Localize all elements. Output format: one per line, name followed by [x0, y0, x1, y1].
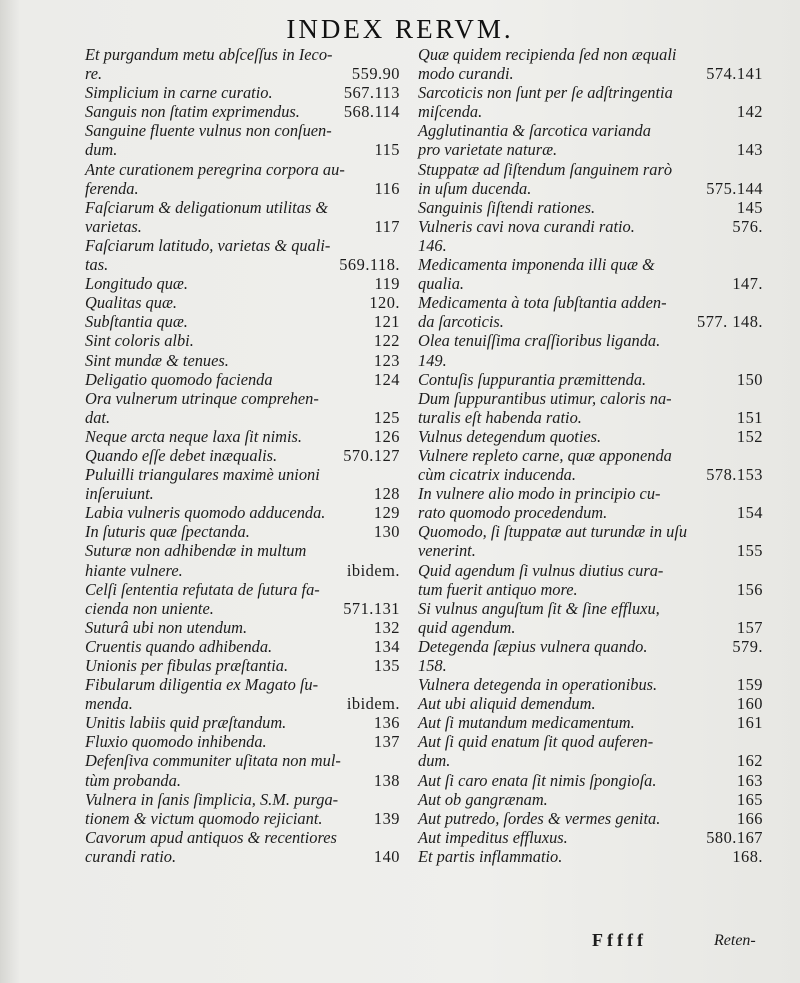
entry-text: Unitis labiis quid præſtandum. [85, 713, 287, 733]
entry-text: tas. [85, 255, 109, 275]
entry-page-number: 123 [373, 350, 400, 370]
index-column-left [85, 45, 400, 866]
entry-page-number: 121 [373, 312, 400, 332]
entry-page-number: 138 [373, 770, 400, 790]
entry-text: dum. [418, 751, 451, 771]
entry-page-number: 145 [736, 197, 763, 217]
entry-text: Deligatio quomodo facienda [85, 369, 273, 389]
entry-page-number: 567.113 [343, 83, 400, 103]
entry-text: in uſum ducenda. [418, 178, 532, 198]
entry-text: Simplicium in carne curatio. [85, 83, 273, 103]
index-entry-line [418, 446, 763, 465]
entry-text: Aut ſi mutandum medicamentum. [418, 713, 635, 733]
index-entry-line [418, 179, 763, 198]
index-entry-line [418, 45, 763, 64]
index-entry-line [418, 389, 763, 408]
entry-text: Longitudo quæ. [85, 274, 188, 294]
index-entry-line [418, 618, 763, 637]
index-entry-line [85, 580, 400, 599]
index-entry-line [85, 751, 400, 770]
entry-text: Suturæ non adhibendæ in multum [85, 541, 307, 561]
entry-text: quid agendum. [418, 617, 516, 637]
index-entry-line [418, 198, 763, 217]
entry-page-number: 150 [736, 369, 763, 389]
entry-text: varietas. [85, 216, 142, 236]
entry-text: modo curandi. [418, 64, 514, 84]
index-entry-line [418, 599, 763, 618]
entry-page-number: 156 [736, 579, 763, 599]
entry-text: Sanguinis ſiſtendi rationes. [418, 197, 596, 217]
index-entry-line [85, 599, 400, 618]
entry-text: tùm probanda. [85, 770, 181, 790]
index-entry-line [418, 370, 763, 389]
entry-text: Aut ob gangrænam. [418, 789, 548, 809]
index-entry-line [85, 618, 400, 637]
index-entry-line [85, 102, 400, 121]
index-entry-line [418, 121, 763, 140]
index-entry-line [85, 809, 400, 828]
entry-text: cùm cicatrix inducenda. [418, 465, 576, 485]
index-entry-line [85, 255, 400, 274]
entry-text: dum. [85, 140, 118, 160]
index-entry-line [85, 427, 400, 446]
entry-text: Vulnera detegenda in operationibus. [418, 675, 658, 695]
index-entry-line [85, 465, 400, 484]
entry-text: Sint coloris albi. [85, 331, 194, 351]
entry-text: Vulnus detegendum quoties. [418, 426, 602, 446]
entry-page-number: 139 [373, 808, 400, 828]
index-entry-line [418, 751, 763, 770]
entry-text: Aut ubi aliquid demendum. [418, 694, 596, 714]
entry-text: Fluxio quomodo inhibenda. [85, 732, 267, 752]
index-entry-line [85, 732, 400, 751]
index-entry-line [85, 140, 400, 159]
entry-page-number: 559.90 [351, 64, 400, 84]
entry-text: Contuſis ſuppurantia præmittenda. [418, 369, 647, 389]
index-entry-line [418, 312, 763, 331]
entry-text: Quæ quidem recipienda ſed non æquali [418, 45, 677, 64]
entry-page-number: 147. [732, 274, 763, 294]
index-entry-line [85, 503, 400, 522]
entry-text: Celſi ſententia refutata de ſutura fa- [85, 579, 320, 599]
index-entry-line [418, 236, 763, 255]
index-entry-line [85, 121, 400, 140]
entry-text: Aut impeditus effluxus. [418, 827, 568, 847]
index-entry-line [85, 522, 400, 541]
entry-text: Quomodo, ſi ſtuppatæ aut turundæ in uſu [418, 522, 688, 542]
entry-text: Suturâ ubi non utendum. [85, 617, 248, 637]
index-entry-line [85, 83, 400, 102]
index-entry-line [418, 541, 763, 560]
entry-text: tionem & victum quomodo rejiciant. [85, 808, 323, 828]
index-entry-line [85, 198, 400, 217]
index-entry-line [418, 675, 763, 694]
entry-text: Subſtantia quæ. [85, 312, 188, 332]
index-entry-line [418, 274, 763, 293]
entry-page-number: ibidem. [346, 694, 400, 714]
entry-text: inſeruiunt. [85, 484, 154, 504]
entry-text: Aut ſi caro enata ſit nimis ſpongioſa. [418, 770, 657, 790]
entry-text: 158. [418, 656, 447, 675]
entry-text: qualia. [418, 274, 464, 294]
entry-text: Unionis per fibulas præſtantia. [85, 656, 289, 675]
entry-text: Sanguine fluente vulnus non conſuen- [85, 121, 332, 141]
index-entry-line [418, 484, 763, 503]
index-entry-line [85, 45, 400, 64]
entry-page-number: 135 [373, 656, 400, 675]
entry-page-number: 579. [732, 636, 763, 656]
index-entry-line [85, 274, 400, 293]
index-entry-line [418, 580, 763, 599]
entry-page-number: 165 [736, 789, 763, 809]
entry-page-number: 116 [374, 178, 400, 198]
entry-text: Medicamenta imponenda illi quæ & [418, 255, 655, 275]
entry-page-number: 570.127 [343, 445, 400, 465]
entry-text: Aut putredo, ſordes & vermes genita. [418, 808, 661, 828]
index-entry-line [418, 522, 763, 541]
entry-page-number: 134 [373, 636, 400, 656]
entry-page-number: 569.118. [339, 255, 400, 275]
entry-text: Ora vulnerum utrinque comprehen- [85, 388, 319, 408]
index-entry-line [85, 541, 400, 560]
entry-page-number: 580.167 [706, 827, 763, 847]
entry-page-number: 128 [373, 484, 400, 504]
entry-text: Neque arcta neque laxa ſit nimis. [85, 426, 302, 446]
entry-text: 149. [418, 350, 447, 370]
entry-page-number: 120. [369, 293, 400, 313]
entry-text: tum fuerit antiquo more. [418, 579, 578, 599]
entry-page-number: 117 [374, 216, 400, 236]
index-entry-line [85, 160, 400, 179]
entry-page-number: 575.144 [706, 178, 763, 198]
index-entry-line [418, 561, 763, 580]
index-entry-line [85, 561, 400, 580]
index-entry-line [85, 389, 400, 408]
index-entry-line [418, 465, 763, 484]
entry-page-number: 578.153 [706, 465, 763, 485]
index-entry-line [418, 83, 763, 102]
index-entry-line [418, 160, 763, 179]
index-entry-line [418, 217, 763, 236]
entry-text: 146. [418, 235, 447, 255]
entry-text: Quid agendum ſi vulnus diutius cura- [418, 560, 664, 580]
index-entry-line [85, 656, 400, 675]
entry-page-number: 130 [373, 522, 400, 542]
index-entry-line [418, 293, 763, 312]
entry-text: Vulneris cavi nova curandi ratio. [418, 216, 635, 236]
entry-text: In ſuturis quæ ſpectanda. [85, 522, 250, 542]
entry-text: Puluilli triangulares maximè unioni [85, 465, 320, 485]
index-entry-line [85, 847, 400, 866]
entry-text: Aut ſi quid enatum ſit quod auferen- [418, 732, 654, 752]
entry-text: Stuppatæ ad ſiſtendum ſanguinem rarò [418, 159, 673, 179]
index-entry-line [85, 217, 400, 236]
index-entry-line [418, 713, 763, 732]
signature-mark: Fffff [592, 930, 647, 950]
entry-text: Quando eſſe debet inæqualis. [85, 445, 278, 465]
index-entry-line [85, 484, 400, 503]
index-entry-line [85, 446, 400, 465]
index-entry-line [418, 64, 763, 83]
entry-text: Vulnera in ſanis ſimplicia, S.M. purga- [85, 789, 339, 809]
entry-text: Si vulnus anguſtum ſit & ſine effluxu, [418, 598, 660, 618]
entry-text: venerint. [418, 541, 476, 561]
index-entry-line [85, 694, 400, 713]
catchword: Reten- [714, 932, 756, 949]
entry-text: Dum ſuppurantibus utimur, caloris na- [418, 388, 672, 408]
entry-text: Faſciarum & deligationum utilitas & [85, 197, 329, 217]
entry-page-number: 140 [373, 846, 400, 866]
entry-page-number: 157 [736, 617, 763, 637]
index-entry-line [418, 694, 763, 713]
entry-text: Qualitas quæ. [85, 293, 177, 313]
entry-text: ferenda. [85, 178, 139, 198]
index-entry-line [418, 408, 763, 427]
entry-page-number: 571.131 [343, 598, 400, 618]
index-entry-line [85, 236, 400, 255]
entry-page-number: 166 [736, 808, 763, 828]
index-entry-line [418, 102, 763, 121]
index-entry-line [418, 140, 763, 159]
index-entry-line [418, 351, 763, 370]
entry-text: Sanguis non ſtatim exprimendus. [85, 102, 300, 122]
index-entry-line [85, 331, 400, 350]
entry-page-number: 129 [373, 503, 400, 523]
entry-text: turalis eſt habenda ratio. [418, 407, 582, 427]
index-entry-line [418, 503, 763, 522]
entry-page-number: 143 [736, 140, 763, 160]
entry-page-number: 122 [373, 331, 400, 351]
entry-text: dat. [85, 407, 111, 427]
index-entry-line [85, 828, 400, 847]
entry-page-number: 124 [373, 369, 400, 389]
entry-page-number: 168. [732, 846, 763, 866]
entry-page-number: 154 [736, 503, 763, 523]
index-entry-line [85, 179, 400, 198]
entry-page-number: 115 [374, 140, 400, 160]
entry-text: Medicamenta à tota ſubſtantia adden- [418, 293, 667, 313]
index-entry-line [85, 771, 400, 790]
entry-page-number: 142 [736, 102, 763, 122]
entry-page-number: 119 [374, 274, 400, 294]
entry-text: curandi ratio. [85, 846, 177, 866]
index-entry-line [418, 656, 763, 675]
entry-text: hiante vulnere. [85, 560, 183, 580]
entry-text: Detegenda ſæpius vulnera quando. [418, 636, 648, 656]
index-entry-line [418, 427, 763, 446]
entry-page-number: 162 [736, 751, 763, 771]
entry-text: menda. [85, 694, 133, 714]
index-entry-line [85, 790, 400, 809]
entry-text: re. [85, 64, 103, 84]
index-entry-line [85, 370, 400, 389]
entry-text: Agglutinantia & ſarcotica varianda [418, 121, 651, 141]
entry-text: Et purgandum metu abſceſſus in Ieco- [85, 45, 333, 64]
entry-text: cienda non uniente. [85, 598, 214, 618]
entry-page-number: 136 [373, 713, 400, 733]
entry-text: In vulnere alio modo in principio cu- [418, 484, 661, 504]
entry-page-number: ibidem. [346, 560, 400, 580]
entry-text: Fibularum diligentia ex Magato ſu- [85, 675, 319, 695]
index-entry-line [418, 637, 763, 656]
entry-text: Labia vulneris quomodo adducenda. [85, 503, 326, 523]
entry-text: Sarcoticis non ſunt per ſe adſtringentia [418, 83, 673, 103]
entry-page-number: 577. 148. [697, 312, 763, 332]
index-entry-line [418, 847, 763, 866]
entry-text: miſcenda. [418, 102, 483, 122]
index-entry-line [85, 293, 400, 312]
index-entry-line [418, 732, 763, 751]
index-entry-line [85, 713, 400, 732]
entry-page-number: 568.114 [343, 102, 400, 122]
entry-page-number: 163 [736, 770, 763, 790]
index-entry-line [85, 312, 400, 331]
entry-text: pro varietate naturæ. [418, 140, 558, 160]
index-entry-line [418, 255, 763, 274]
entry-text: da ſarcoticis. [418, 312, 504, 332]
entry-page-number: 155 [736, 541, 763, 561]
entry-text: Cruentis quando adhibenda. [85, 636, 273, 656]
entry-page-number: 159 [736, 675, 763, 695]
index-entry-line [418, 331, 763, 350]
entry-text: Sint mundæ & tenues. [85, 350, 229, 370]
entry-page-number: 137 [373, 732, 400, 752]
index-entry-line [85, 637, 400, 656]
index-entry-line [418, 809, 763, 828]
entry-text: Vulnere repleto carne, quæ apponenda [418, 445, 672, 465]
index-entry-line [418, 828, 763, 847]
index-entry-line [85, 675, 400, 694]
index-entry-line [418, 771, 763, 790]
entry-text: rato quomodo procedendum. [418, 503, 608, 523]
entry-page-number: 132 [373, 617, 400, 637]
entry-page-number: 576. [732, 216, 763, 236]
entry-text: Faſciarum latitudo, varietas & quali- [85, 235, 331, 255]
entry-page-number: 574.141 [706, 64, 763, 84]
entry-page-number: 151 [736, 407, 763, 427]
entry-page-number: 125 [373, 407, 400, 427]
entry-text: Et partis inflammatio. [418, 846, 563, 866]
entry-text: Defenſiva communiter uſitata non mul- [85, 751, 341, 771]
index-column-right [418, 45, 763, 866]
entry-page-number: 152 [736, 426, 763, 446]
entry-page-number: 126 [373, 426, 400, 446]
entry-page-number: 160 [736, 694, 763, 714]
index-entry-line [85, 64, 400, 83]
entry-text: Olea tenuiſſima craſſioribus liganda. [418, 331, 661, 351]
entry-page-number: 161 [736, 713, 763, 733]
page-title: INDEX RERVM. [286, 14, 514, 44]
index-entry-line [418, 790, 763, 809]
entry-text: Cavorum apud antiquos & recentiores [85, 827, 337, 847]
index-entry-line [85, 351, 400, 370]
index-entry-line [85, 408, 400, 427]
entry-text: Ante curationem peregrina corpora au- [85, 159, 345, 179]
